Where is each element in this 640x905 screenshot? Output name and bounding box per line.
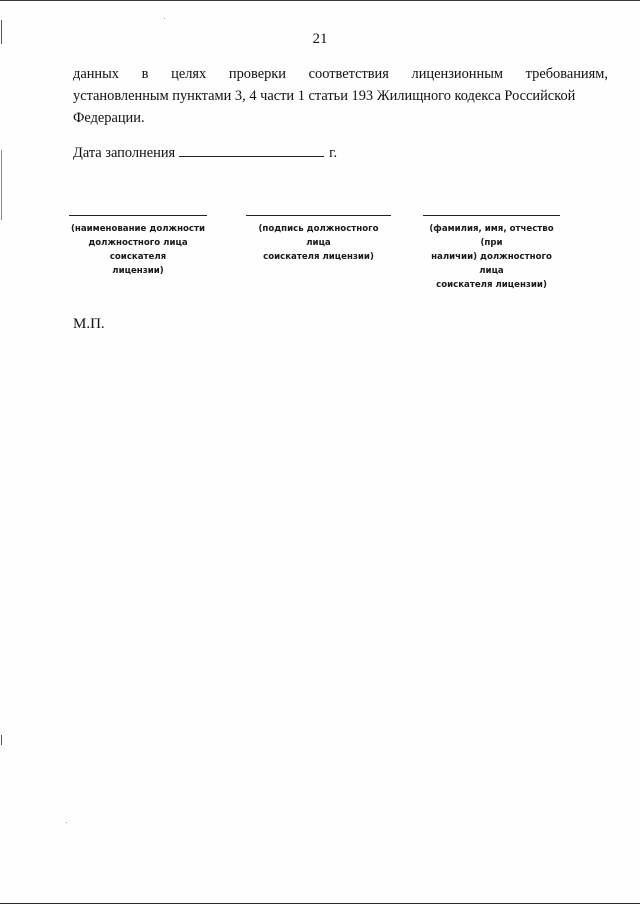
paragraph: [73, 63, 608, 129]
word: соответствия: [308, 66, 389, 82]
paragraph-line-3: Федерации.: [73, 110, 145, 126]
word: данных: [73, 66, 119, 82]
scan-edge-bottom: [0, 903, 640, 904]
word: проверки: [228, 66, 286, 82]
paragraph-line-1: [73, 63, 608, 85]
date-blank-line[interactable]: [179, 142, 324, 157]
page-number: 21: [312, 31, 328, 47]
stamp-place: М.П.: [73, 316, 105, 332]
word: в: [141, 66, 149, 82]
date-label: Дата заполнения: [73, 145, 176, 161]
word: требованиям,: [525, 66, 608, 82]
signature-blank-line[interactable]: [246, 215, 391, 216]
paragraph-line-2: установленным пунктами 3, 4 части 1 статьи 193 Жилищного кодекса Российской: [73, 88, 576, 104]
signature-block-position: [69, 215, 207, 278]
scan-artifact: [1, 735, 2, 745]
date-field: [73, 142, 337, 162]
full-name-blank-line[interactable]: [423, 215, 560, 216]
scan-artifact: [164, 18, 165, 19]
scan-artifact: [66, 822, 67, 823]
signature-caption: (подпись должностного лица соискателя лицензии): [258, 224, 379, 262]
scan-artifact: [1, 150, 2, 220]
signature-block-signature: [246, 215, 391, 264]
scan-edge-top: [0, 0, 640, 1]
position-blank-line[interactable]: [69, 215, 207, 216]
word: целях: [171, 66, 207, 82]
signature-block-full-name: [423, 215, 560, 292]
signature-caption: (наименование должности должностного лица соискателя лицензии): [70, 224, 206, 276]
date-suffix: г.: [329, 145, 338, 161]
signature-caption: (фамилия, имя, отчество (при наличии) должностного лица соискателя лицензии): [429, 224, 554, 290]
word: лицензионным: [411, 66, 503, 82]
